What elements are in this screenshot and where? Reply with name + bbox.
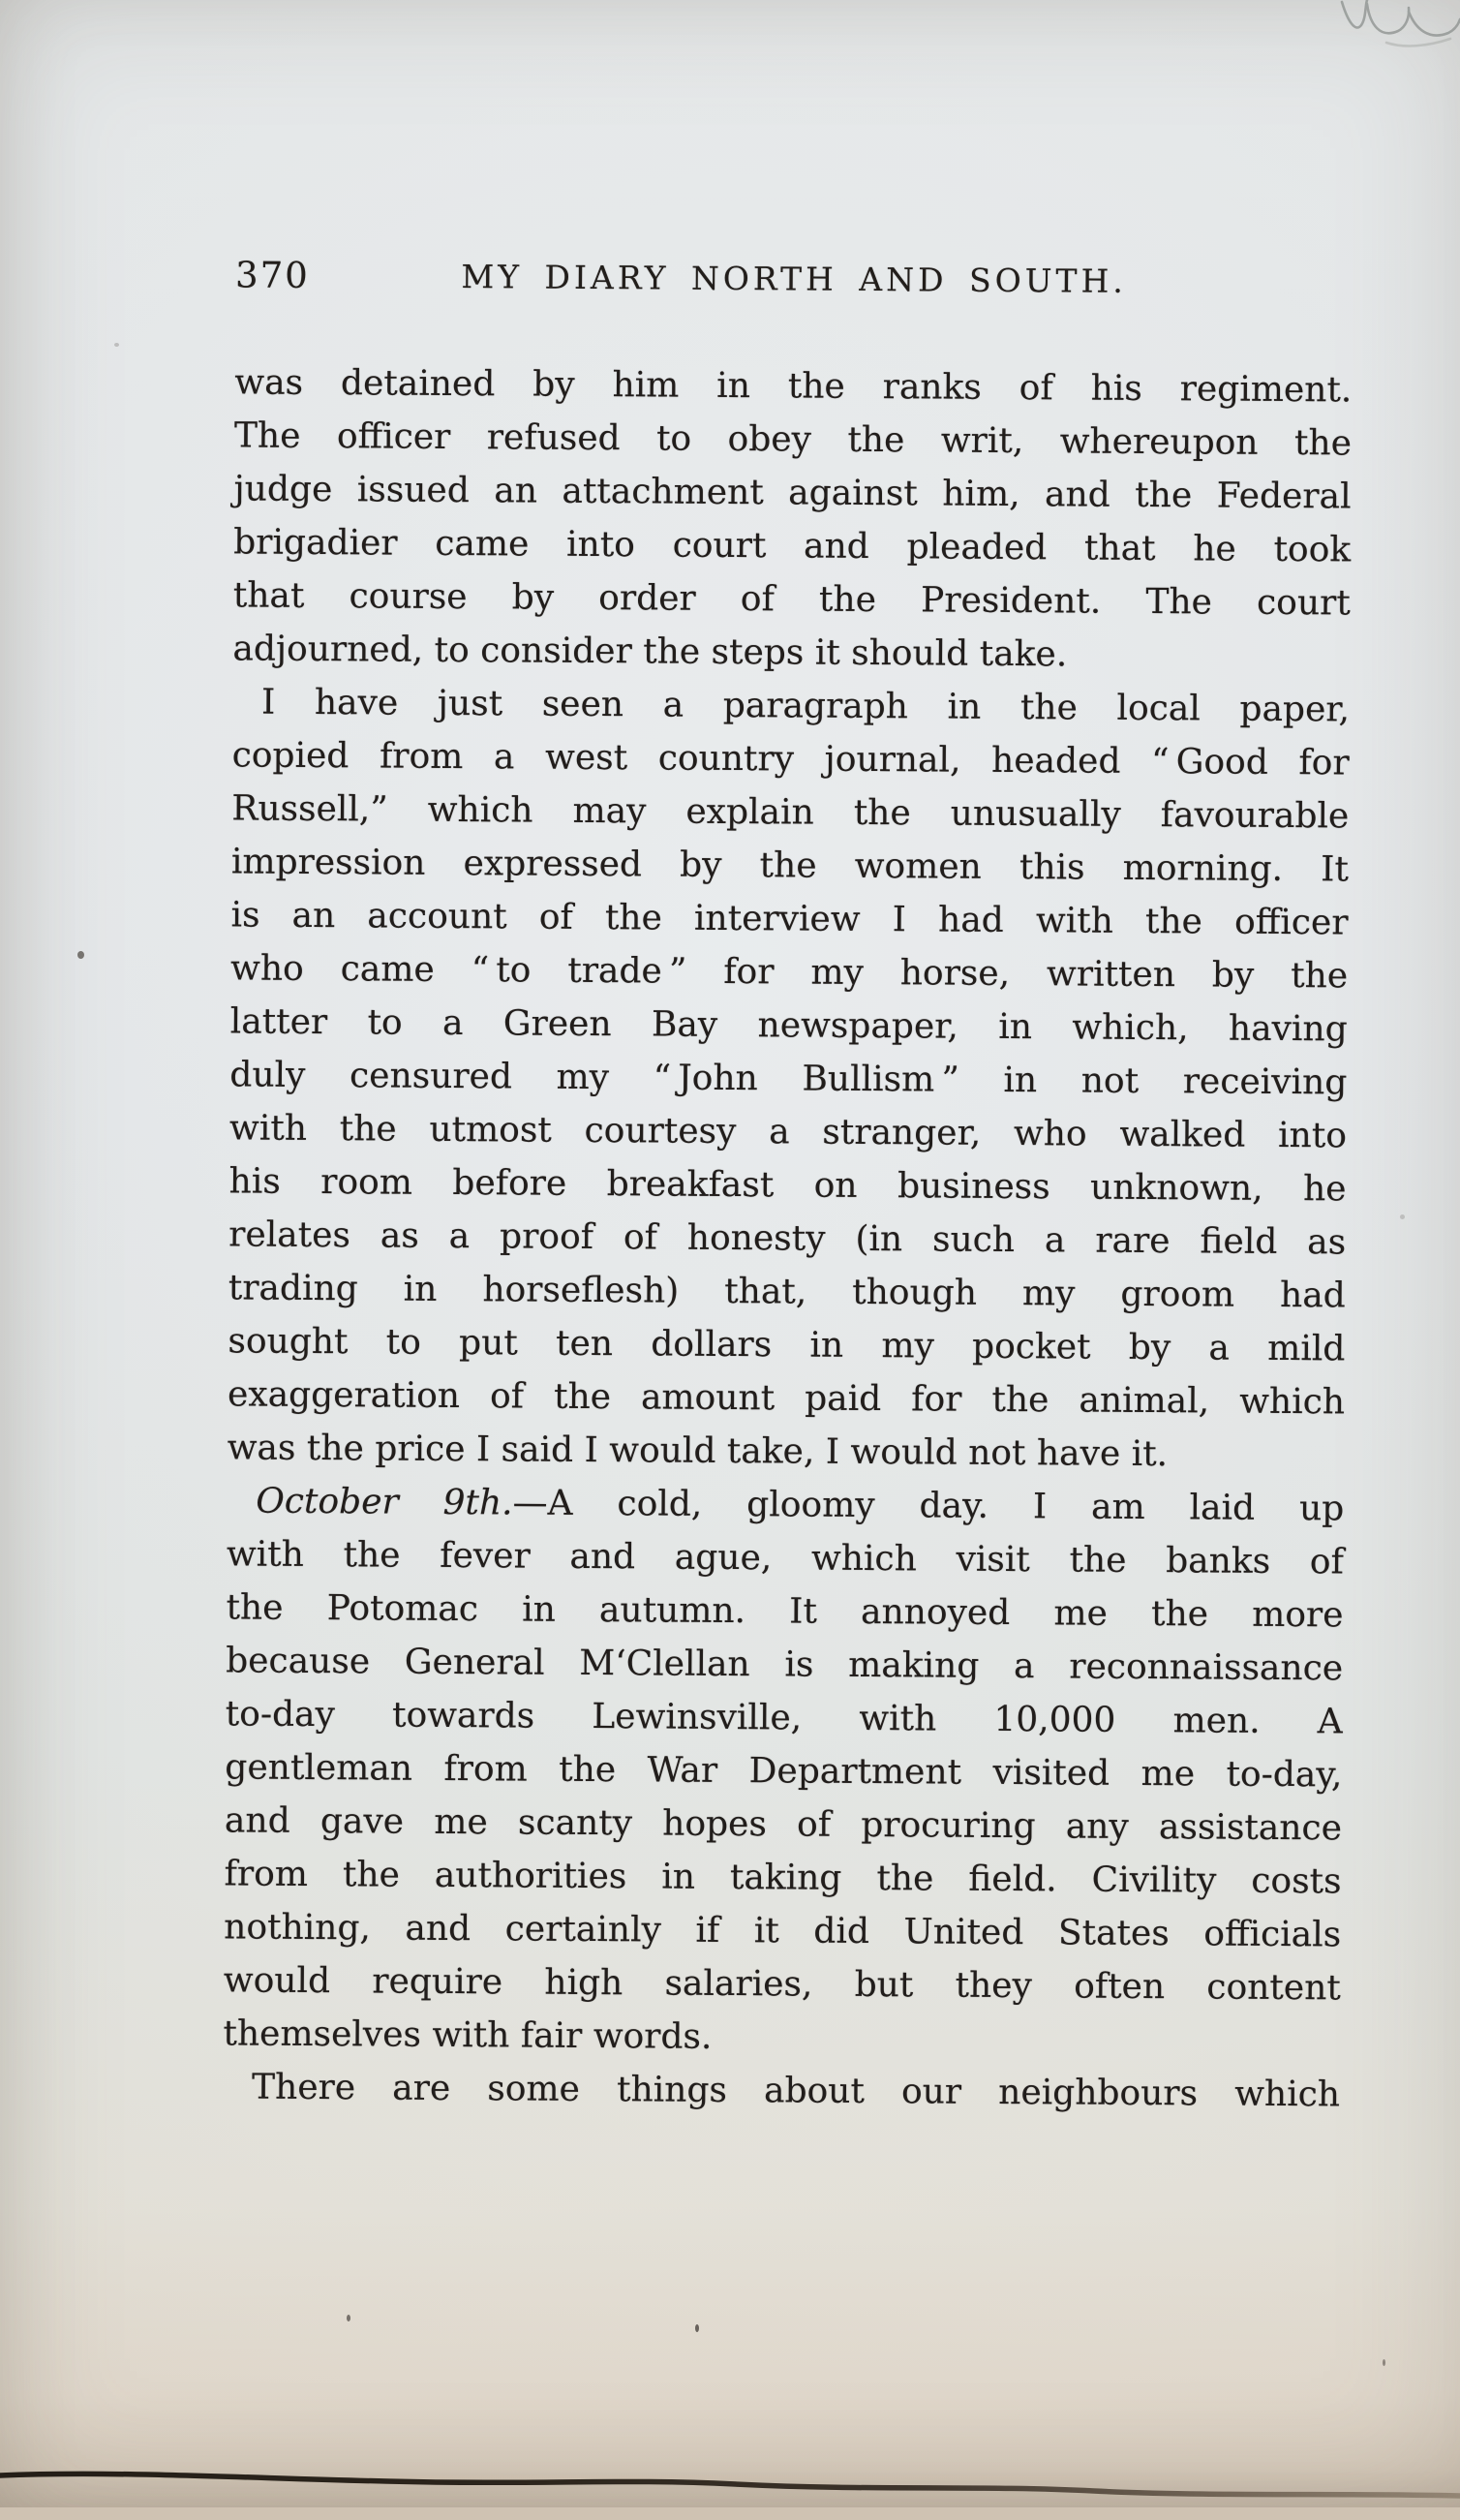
paper-speck bbox=[114, 343, 119, 347]
page-header bbox=[235, 254, 1353, 316]
text-line: impression expressed by the women this morning. It bbox=[230, 842, 1350, 890]
paper-speck bbox=[1383, 2359, 1385, 2366]
text-line: relates as a proof of honesty (in such a rare field as bbox=[228, 1214, 1347, 1263]
text-line: nothing, and certainly if it did United States officials bbox=[224, 1907, 1342, 1955]
pencil-scribble bbox=[1328, 0, 1460, 68]
paper-speck bbox=[347, 2315, 350, 2321]
page-edge-line bbox=[0, 2443, 1460, 2520]
text-line: with the utmost courtesy a stranger, who walked into bbox=[228, 1108, 1348, 1156]
text-line: judge issued an attachment against him, and the Federal bbox=[233, 469, 1352, 517]
text-line: is an account of the interview I had with the officer bbox=[230, 895, 1349, 943]
text-line: to-day towards Lewinsville, with 10,000 men. A bbox=[225, 1694, 1343, 1742]
diary-date-italic: October 9th. bbox=[256, 1481, 513, 1523]
text-line: and gave me scanty hopes of procuring any assistance bbox=[224, 1800, 1343, 1849]
text-line: from the authorities in taking the field. Civility costs bbox=[224, 1854, 1342, 1902]
text-line: copied from a west country journal, headed “ Good for bbox=[231, 735, 1350, 784]
text-line: latter to a Green Bay newspaper, in which, having bbox=[229, 1001, 1348, 1050]
text-line: with the fever and ague, which visit the banks of bbox=[226, 1534, 1345, 1583]
text-line: duly censured my “ John Bullism ” in not receiving bbox=[229, 1055, 1348, 1103]
text-line bbox=[227, 1474, 1344, 1535]
text-line: I have just seen a paragraph in the local paper, bbox=[260, 682, 1351, 730]
text-line: was the price I said I would take, I would not have it. bbox=[227, 1428, 1169, 1475]
text-line: exaggeration of the amount paid for the animal, which bbox=[227, 1374, 1346, 1423]
text-line: The officer refused to obey the writ, whereupon the bbox=[233, 415, 1353, 464]
text-line: his room before breakfast on business unknown, he bbox=[228, 1161, 1347, 1210]
paper-speck bbox=[1400, 1214, 1405, 1219]
text-line: gentleman from the War Department visited me to-day, bbox=[225, 1747, 1343, 1796]
text-line: who came “ to trade ” for my horse, written by the bbox=[229, 948, 1349, 997]
text-line: the Potomac in autumn. It annoyed me the more bbox=[226, 1587, 1344, 1636]
text-line: themselves with fair words. bbox=[223, 2013, 713, 2057]
text-line: adjourned, to consider the steps it should take. bbox=[232, 629, 1068, 675]
body-text bbox=[223, 355, 1353, 2121]
text-line: Russell,” which may explain the unusually favourable bbox=[231, 788, 1350, 837]
paper-speck bbox=[695, 2324, 699, 2332]
paper-speck bbox=[77, 951, 84, 959]
text-line: sought to put ten dollars in my pocket by a mild bbox=[228, 1321, 1346, 1369]
diary-date-rest: —A cold, gloomy day. I am laid up bbox=[512, 1483, 1345, 1529]
text-line: There are some things about our neighbours which bbox=[251, 2067, 1341, 2115]
text-line: was detained by him in the ranks of his regiment. bbox=[234, 362, 1353, 411]
text-line: trading in horseflesh) that, though my groom had bbox=[228, 1268, 1346, 1316]
text-line: that course by order of the President. The court bbox=[232, 575, 1351, 624]
text-line: would require high salaries, but they often content bbox=[223, 1960, 1341, 2009]
page-number: 370 bbox=[234, 254, 310, 296]
text-line: brigadier came into court and pleaded that he took bbox=[233, 522, 1352, 570]
text-line: because General M‘Clellan is making a reconnaissance bbox=[226, 1641, 1344, 1689]
running-title: MY DIARY NORTH AND SOUTH. bbox=[461, 258, 1127, 300]
